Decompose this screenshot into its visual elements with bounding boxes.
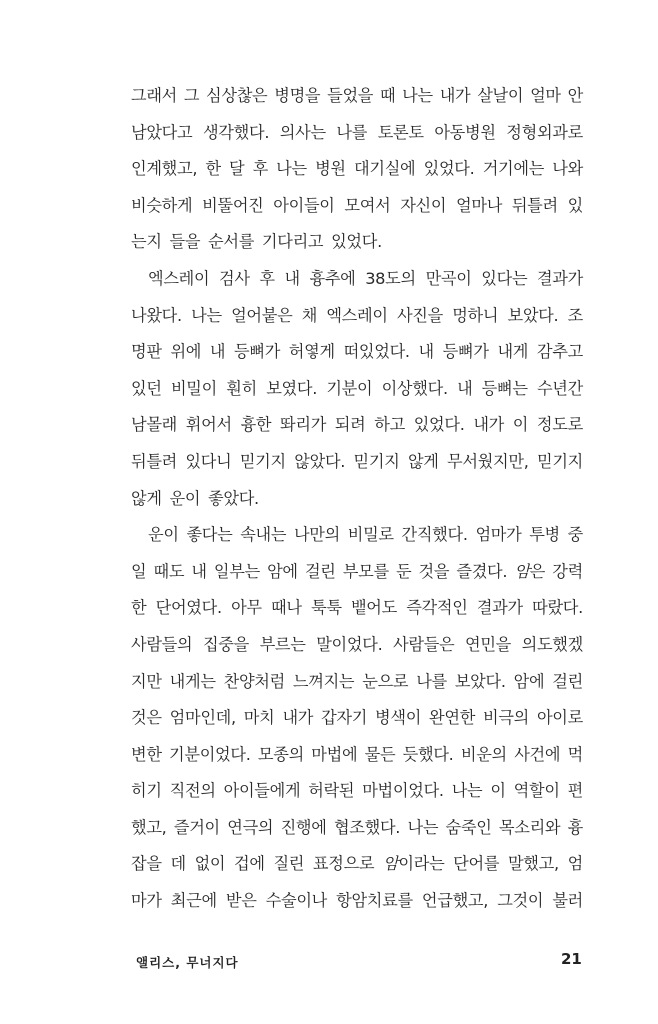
text-line: [131, 151, 583, 188]
word: 있던: [131, 378, 162, 398]
word: 엄: [567, 854, 583, 874]
word: 비극의: [482, 708, 529, 728]
word: 수년간: [536, 378, 583, 398]
word: 거기에는: [482, 159, 545, 179]
word: 목소리와: [498, 817, 561, 837]
word: 완연한: [429, 708, 476, 728]
word: 나는: [402, 86, 433, 105]
word: 한: [205, 159, 221, 179]
word: 마법이었다.: [362, 781, 444, 801]
word: 부모를: [342, 561, 389, 581]
word: 따랐다.: [532, 598, 583, 618]
word: 단어였다.: [155, 598, 222, 618]
word: 모종의: [257, 744, 304, 764]
word: 보였다.: [266, 378, 318, 398]
word: 되려: [334, 415, 366, 435]
word: 질린: [273, 854, 305, 874]
word: 잡을: [131, 854, 162, 874]
word: 무서웠지만,: [447, 451, 529, 471]
word: 내가: [473, 415, 505, 435]
word: 있었다.: [413, 415, 465, 435]
word: 아이들이: [273, 195, 335, 215]
line-text: 않게 운이 좋았다.: [131, 488, 259, 508]
word: 눈으로: [362, 671, 409, 691]
text-line: [131, 224, 583, 261]
word: 걸린: [552, 671, 583, 691]
word: 그래서: [131, 86, 178, 105]
word: 했고,: [131, 817, 167, 837]
emphasized-word: 암이라는: [383, 854, 445, 874]
word: 얼마나: [456, 195, 503, 215]
word: 변한: [131, 744, 162, 764]
word: 채: [301, 305, 318, 325]
word: 내가: [282, 708, 314, 728]
word: 때: [379, 86, 396, 105]
word: 생각했다.: [202, 122, 270, 142]
word: 언급했고,: [421, 891, 489, 911]
word: 남았다고: [131, 122, 193, 142]
word: 표정으로: [312, 854, 375, 874]
word: 것은: [131, 708, 162, 728]
word: 있다니: [185, 451, 232, 471]
word: 즐거이: [173, 817, 220, 837]
word: 않게: [407, 451, 439, 471]
text-line: [131, 737, 583, 774]
word: 보았다.: [454, 671, 506, 691]
text-line: [131, 444, 583, 481]
word: 후: [252, 159, 268, 179]
word: 하고: [374, 415, 405, 435]
word: 내: [209, 342, 226, 362]
text-line: [131, 481, 583, 518]
text-line: [131, 773, 583, 810]
word: 물든: [364, 744, 396, 764]
word: 떠있었다.: [343, 342, 410, 362]
word: 사람들은: [393, 634, 455, 654]
word: 받은: [225, 891, 257, 911]
word: 나만의: [293, 525, 340, 545]
word: 나와: [552, 159, 583, 179]
text-line: [131, 407, 583, 444]
word: 흉추에: [309, 268, 356, 288]
text-line: [131, 115, 583, 152]
word: 먹: [567, 744, 583, 764]
text-line: [131, 188, 583, 225]
word: 이: [512, 415, 529, 435]
text-line: [131, 554, 583, 591]
word: 수술이나: [265, 891, 328, 911]
word: 강력: [552, 561, 583, 581]
word: 나를: [416, 671, 447, 691]
word: 내: [457, 378, 473, 398]
word: 그것이: [497, 891, 544, 911]
word: 토론토: [377, 122, 424, 142]
word: 연극의: [227, 817, 274, 837]
word: 데: [170, 854, 186, 874]
text-line: [131, 664, 583, 701]
word: 사람들의: [131, 634, 193, 654]
word: 38도의: [365, 268, 416, 288]
word: 모여서: [344, 195, 391, 215]
text-line: [131, 846, 583, 883]
word: 내게: [497, 342, 529, 362]
word: 있: [567, 195, 583, 215]
word: 결과가: [536, 268, 583, 288]
word: 마치: [243, 708, 275, 728]
word: 아동병원: [434, 122, 496, 142]
word: 조: [567, 305, 583, 325]
word: 비뚤어진: [202, 195, 264, 215]
word: 비운의: [460, 744, 507, 764]
word: 갑자기: [321, 708, 368, 728]
word: 편: [567, 781, 583, 801]
word: 사진을: [396, 305, 443, 325]
word: 협조했다.: [333, 817, 401, 837]
word: 허옇게: [288, 342, 335, 362]
word: 진행에: [280, 817, 327, 837]
word: 없이: [194, 854, 226, 874]
word: 내가: [439, 86, 471, 105]
word: 병명을: [274, 86, 321, 105]
word: 그: [183, 86, 200, 105]
word: 믿기지: [536, 451, 583, 471]
word: 때나: [271, 598, 302, 618]
text-line: [131, 298, 583, 335]
word: 얼마: [530, 86, 561, 105]
word: 내게는: [169, 671, 216, 691]
word: 있다는: [481, 268, 528, 288]
word: 둔: [395, 561, 412, 581]
word: 등뼈가: [234, 342, 281, 362]
emphasized-word: 암은: [514, 561, 546, 581]
word: 툭툭: [310, 598, 342, 618]
word: 후: [259, 268, 275, 288]
word: 휘어서: [185, 415, 232, 435]
text-line: [131, 334, 583, 371]
word: 등뼈가: [442, 342, 489, 362]
word: 찬양처럼: [223, 671, 285, 691]
word: 달: [229, 159, 245, 179]
text-line: [131, 883, 583, 920]
word: 사건에: [514, 744, 561, 764]
word: 나는: [451, 781, 483, 801]
word: 흉한: [240, 415, 272, 435]
text-line: [131, 627, 583, 664]
word: 불러: [552, 891, 583, 911]
word: 나왔다.: [131, 305, 182, 325]
word: 좋다는: [186, 525, 233, 545]
word: 투병: [529, 525, 560, 545]
word: 의사는: [279, 122, 326, 142]
word: 일: [131, 561, 147, 581]
word: 인계했고,: [131, 159, 198, 179]
word: 비밀이: [170, 378, 217, 398]
word: 뱉어도: [350, 598, 397, 618]
word: 비슷하게: [131, 195, 193, 215]
word: 정도로: [536, 415, 583, 435]
text-line: [131, 371, 583, 408]
word: 들었을: [327, 86, 374, 105]
word: 한: [131, 598, 147, 618]
word: 일부는: [213, 561, 260, 581]
word: 직전의: [169, 781, 216, 801]
word: 심상찮은: [206, 86, 268, 105]
word: 운이: [148, 525, 179, 545]
word: 자신이: [400, 195, 447, 215]
word: 감추고: [536, 342, 583, 362]
word: 결과가: [476, 598, 523, 618]
page-number: 21: [561, 950, 582, 968]
word: 역할이: [513, 781, 560, 801]
word: 안: [567, 86, 583, 105]
word: 걸린: [304, 561, 336, 581]
word: 이: [490, 781, 506, 801]
word: 지만: [131, 671, 162, 691]
word: 중: [567, 525, 583, 545]
word: 믿기지: [353, 451, 400, 471]
word: 암에: [267, 561, 298, 581]
word: 집중을: [202, 634, 249, 654]
word: 내: [191, 561, 207, 581]
word: 즐겼다.: [456, 561, 508, 581]
word: 의도했겠: [521, 634, 583, 654]
word: 있었다.: [423, 159, 475, 179]
word: 기분이: [326, 378, 373, 398]
word: 살날이: [477, 86, 524, 105]
word: 뒤틀려: [131, 451, 178, 471]
word: 내: [418, 342, 434, 362]
word: 엄마인데,: [169, 708, 236, 728]
word: 말이었다.: [316, 634, 383, 654]
word: 나를: [336, 122, 368, 142]
word: 나는: [407, 817, 439, 837]
word: 숨죽인: [445, 817, 492, 837]
word: 부르는: [259, 634, 306, 654]
word: 나는: [276, 159, 307, 179]
word: 암에: [513, 671, 545, 691]
emphasis: 암: [383, 854, 399, 874]
word: 등뼈는: [481, 378, 528, 398]
word: 것을: [418, 561, 450, 581]
word: 겁에: [234, 854, 265, 874]
word: 이상했다.: [381, 378, 448, 398]
word: 엄마가: [475, 525, 522, 545]
text-line: [131, 261, 583, 298]
word: 검사: [219, 268, 250, 288]
word: 비밀로: [347, 525, 394, 545]
word: 대기실에: [354, 159, 416, 179]
word: 말했고,: [507, 854, 559, 874]
word: 않았다.: [294, 451, 346, 471]
word: 위에: [170, 342, 202, 362]
word: 단어를: [453, 854, 500, 874]
word: 엑스레이: [326, 305, 388, 325]
word: 뒤틀려: [511, 195, 558, 215]
word: 병색이: [375, 708, 422, 728]
word: 보았다.: [507, 305, 559, 325]
word: 얼어붙은: [231, 305, 293, 325]
word: 멍하니: [452, 305, 499, 325]
word: 마법에: [311, 744, 358, 764]
word: 연민을: [465, 634, 512, 654]
text-line: [131, 517, 583, 554]
word: 정형외과로: [506, 122, 583, 142]
word: 마가: [131, 891, 162, 911]
word: 아무: [231, 598, 262, 618]
word: 흉: [567, 817, 583, 837]
word: 명판: [131, 342, 162, 362]
text-line: [131, 810, 583, 847]
word: 듯했다.: [402, 744, 454, 764]
word: 히기: [131, 781, 162, 801]
word: 기분이었다.: [169, 744, 251, 764]
line-text: 는지 들을 순서를 기다리고 있었다.: [131, 232, 382, 252]
word: 엑스레이: [148, 268, 210, 288]
word: 아이로: [536, 708, 583, 728]
text-line: [131, 78, 583, 115]
word: 훤히: [226, 378, 257, 398]
word: 믿기지: [239, 451, 286, 471]
word: 최근에: [170, 891, 217, 911]
word: 허락된: [308, 781, 355, 801]
word: 병원: [315, 159, 346, 179]
word: 때도: [153, 561, 185, 581]
emphasis: 암: [514, 561, 530, 581]
body-text: [131, 78, 583, 920]
text-line: [131, 700, 583, 737]
word: 즉각적인: [406, 598, 468, 618]
word: 내: [284, 268, 300, 288]
word: 아이들에게: [223, 781, 301, 801]
word: 느껴지는: [292, 671, 355, 691]
word: 나는: [191, 305, 222, 325]
word: 똬리가: [280, 415, 327, 435]
word: 속내는: [240, 525, 287, 545]
word: 남몰래: [131, 415, 178, 435]
word: 간직했다.: [401, 525, 468, 545]
word: 항암치료를: [336, 891, 413, 911]
running-footer-title: 앨리스, 무너지다: [136, 955, 239, 970]
text-line: [131, 590, 583, 627]
word: 만곡이: [425, 268, 472, 288]
